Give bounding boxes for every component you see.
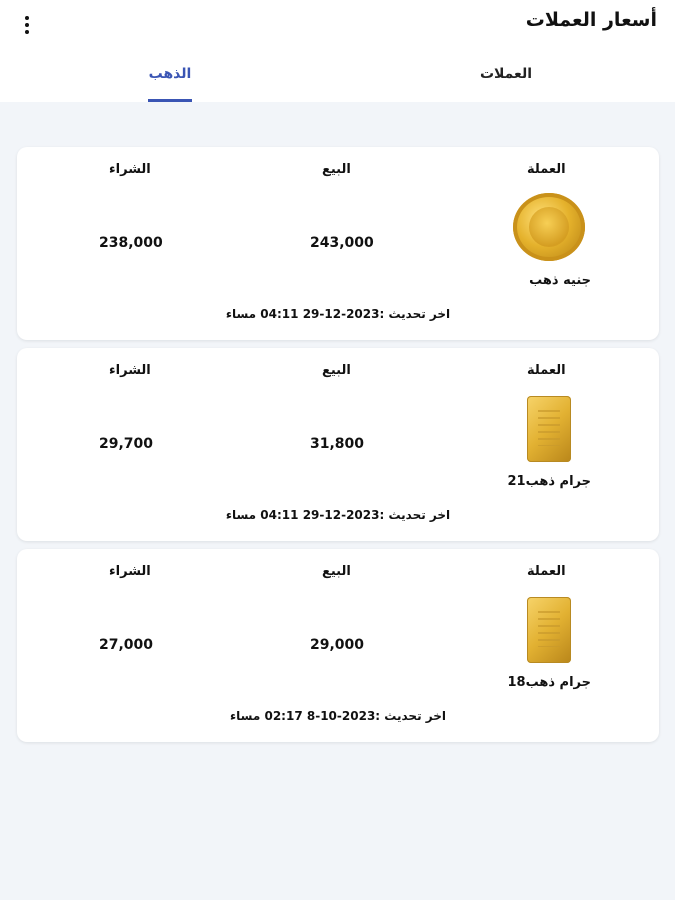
- header-currency: العملة: [527, 363, 566, 378]
- list-item[interactable]: [17, 549, 659, 742]
- header-sell: البيع: [322, 162, 351, 177]
- list-item[interactable]: [17, 348, 659, 541]
- item-name: جرام ذهب21: [507, 474, 591, 489]
- more-vert-icon[interactable]: [14, 12, 40, 38]
- last-updated: اخر تحديث :2023-12-29 04:11 مساء: [225, 508, 451, 522]
- header-buy: الشراء: [109, 564, 151, 579]
- header-sell: البيع: [322, 564, 351, 579]
- gold-bar-icon: [509, 593, 589, 665]
- buy-price: 27,000: [99, 637, 154, 653]
- tab-indicator: [148, 99, 192, 102]
- gold-bar-icon: [509, 392, 589, 464]
- gold-coin-icon: [509, 191, 589, 263]
- buy-price: 29,700: [99, 436, 154, 452]
- buy-price: 238,000: [99, 235, 163, 251]
- list-item[interactable]: [17, 147, 659, 340]
- header-sell: البيع: [322, 363, 351, 378]
- sell-price: 29,000: [310, 637, 365, 653]
- tab-gold[interactable]: الذهب: [148, 66, 192, 82]
- header-currency: العملة: [527, 564, 566, 579]
- page-title: أسعار العملات: [525, 9, 657, 31]
- sell-price: 31,800: [310, 436, 365, 452]
- header-buy: الشراء: [109, 162, 151, 177]
- last-updated: اخر تحديث :2023-12-29 04:11 مساء: [225, 307, 451, 321]
- last-updated: اخر تحديث :2023-10-8 02:17 مساء: [230, 709, 446, 723]
- item-name: جرام ذهب18: [507, 675, 591, 690]
- app-bar: [0, 0, 675, 102]
- header-buy: الشراء: [109, 363, 151, 378]
- sell-price: 243,000: [310, 235, 374, 251]
- tab-currencies[interactable]: العملات: [479, 66, 533, 82]
- header-currency: العملة: [527, 162, 566, 177]
- item-name: جنيه ذهب: [529, 273, 591, 288]
